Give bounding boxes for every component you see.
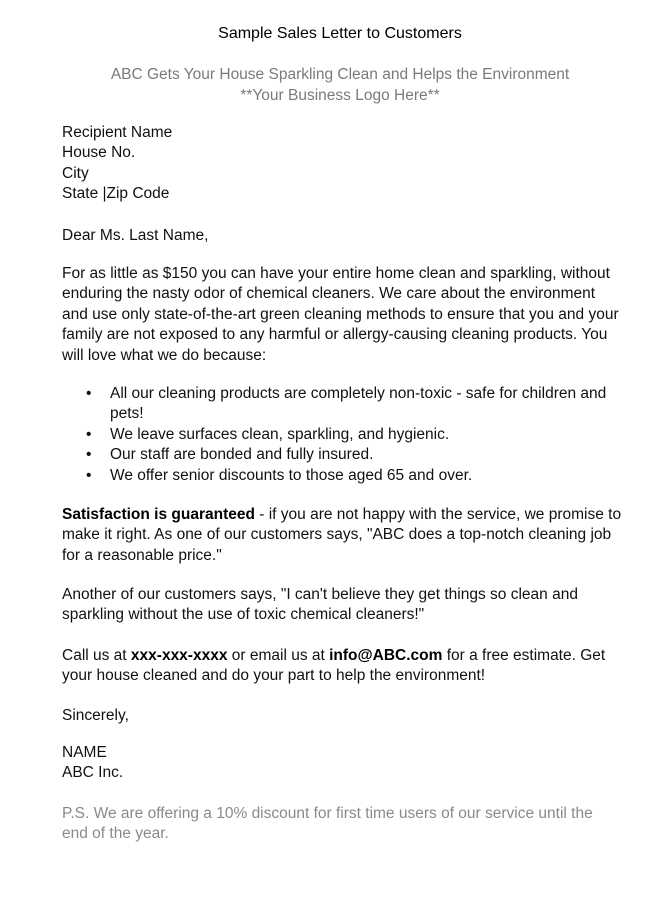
closing: Sincerely, bbox=[62, 707, 129, 724]
satisfaction-paragraph bbox=[62, 505, 622, 566]
list-item: • We offer senior discounts to those aged 65 and over. bbox=[86, 466, 626, 486]
postscript: P.S. We are offering a 10% discount for first time users of our service until the end of the year. bbox=[62, 805, 593, 843]
recipient-address bbox=[62, 123, 622, 205]
letter-header bbox=[0, 64, 650, 106]
signer-name: NAME bbox=[62, 744, 107, 761]
recipient-name: Recipient Name bbox=[62, 124, 173, 141]
phone-number: xxx-xxx-xxxx bbox=[130, 647, 228, 664]
bullet-icon: • bbox=[86, 425, 92, 443]
bullet-icon: • bbox=[86, 466, 92, 484]
testimonial-paragraph: Another of our customers says, "I can't believe they get things so clean and sparkling without the use of toxic chemical cleaners!" bbox=[62, 586, 578, 624]
satisfaction-heading: Satisfaction is guaranteed bbox=[62, 506, 255, 523]
signature-block bbox=[62, 743, 622, 784]
letter-title: Sample Sales Letter to Customers bbox=[218, 25, 462, 42]
email-address: info@ABC.com bbox=[329, 647, 443, 664]
call-to-action: Call us at xxx-xxx-xxxx or email us at info@ABC.com for a free estimate. Get your house cleaned and do your part to help the environment! bbox=[62, 647, 606, 685]
benefits-list bbox=[86, 384, 626, 486]
recipient-state-zip: State |Zip Code bbox=[62, 185, 170, 203]
bullet-icon: • bbox=[86, 385, 92, 402]
recipient-city: City bbox=[62, 164, 89, 182]
recipient-house: House No. bbox=[62, 144, 136, 162]
logo-placeholder: **Your Business Logo Here** bbox=[240, 87, 440, 104]
tagline: ABC Gets Your House Sparkling Clean and Helps the Environment bbox=[110, 66, 570, 83]
bullet-icon: • bbox=[86, 446, 92, 464]
list-item: • Our staff are bonded and fully insured. bbox=[86, 445, 626, 465]
satisfaction-text: - if you are not happy with the service, we promise to make it right. As one of our customers says, "ABC does a top-notch cleaning job for a reasonable price." bbox=[62, 506, 622, 564]
list-item: • We leave surfaces clean, sparkling, and hygienic. bbox=[86, 425, 626, 445]
salutation: Dear Ms. Last Name, bbox=[62, 227, 209, 244]
signer-company: ABC Inc. bbox=[62, 764, 124, 782]
intro-paragraph: For as little as $150 you can have your entire home clean and sparkling, without enduring the nasty odor of chemical cleaners. We care about the environment and use only state-of-the-art green cleaning methods to ensure that you and your family are not exposed to any harmful or allergy-causing cleaning products. You will love what we do because: bbox=[62, 265, 619, 364]
list-item: • All our cleaning products are completely non-toxic - safe for children and pets! bbox=[86, 385, 607, 423]
